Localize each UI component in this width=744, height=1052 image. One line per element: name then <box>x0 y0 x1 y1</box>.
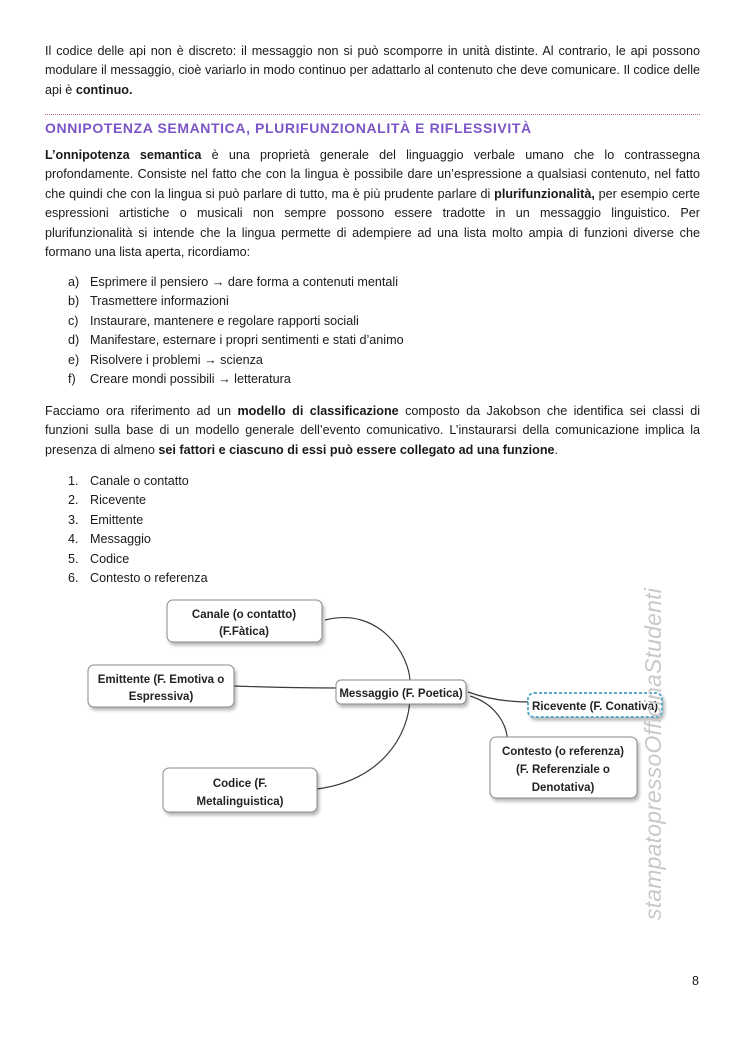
list-item: f) Creare mondi possibili → letteratura <box>68 371 291 386</box>
svg-text:Emittente (F. Emotiva o: Emittente (F. Emotiva o <box>97 674 225 686</box>
list-item: a) Esprimere il pensiero → dare forma a contenuti mentali <box>68 275 398 289</box>
list-item: c) Instaurare, mantenere e regolare rapporti sociali <box>68 313 359 328</box>
node-messaggio <box>336 680 466 704</box>
svg-text:(F. Referenziale o: (F. Referenziale o <box>516 764 610 776</box>
page-number: 8 <box>692 974 699 988</box>
svg-text:Canale (o contatto): Canale (o contatto) <box>191 609 297 621</box>
connector-ricevente <box>468 692 530 702</box>
node-contesto <box>490 737 637 798</box>
list-item: 1. Canale o contatto <box>68 474 189 488</box>
section-divider <box>45 114 700 115</box>
list-item: 6. Contesto o referenza <box>68 570 208 585</box>
svg-text:Ricevente (F. Conativa): Ricevente (F. Conativa) <box>532 701 658 713</box>
svg-text:(F.Fàtica): (F.Fàtica) <box>219 626 269 638</box>
svg-text:Codice (F.: Codice (F. <box>212 778 268 790</box>
list-item: d) Manifestare, esternare i propri sentimenti e stati d’animo <box>68 333 404 348</box>
list-item: 2. Ricevente <box>68 493 147 508</box>
semantic-paragraph: L’onnipotenza semantica è una proprietà generale del linguaggio verbale umano che lo contrassegna profondamente. Consiste nel fatto che con la lingua è possibile dare un’espressione a qualsiasi contenuto, nel fatto che quindi che con la lingua si può parlare di tutto, ma è più prudente parlare di plurifunzionalità, per esempio certe espressioni artistiche o musicali non sempre possono essere tradotte in un messaggio linguistico. Per plurifunzionalità si intende che la lingua permette di adempiere ad una lista molto ampia di funzioni diverse che formano una lista aperta, ricordiamo: <box>45 148 700 260</box>
svg-text:Espressiva): Espressiva) <box>128 691 194 703</box>
list-item: 3. Emittente <box>68 512 144 527</box>
section-heading: ONNIPOTENZA SEMANTICA, PLURIFUNZIONALITÀ E RIFLESSIVITÀ <box>45 120 532 136</box>
connector-canale <box>325 618 410 682</box>
list-item: e) Risolvere i problemi → scienza <box>68 352 263 367</box>
connector-codice <box>317 696 410 789</box>
node-codice <box>163 768 317 812</box>
list-item: 5. Codice <box>68 551 130 566</box>
svg-text:Contesto (o referenza): Contesto (o referenza) <box>501 746 625 758</box>
node-canale <box>167 600 322 642</box>
functions-list <box>68 273 404 389</box>
list-item: b) Trasmettere informazioni <box>68 294 229 309</box>
intro-paragraph: Il codice delle api non è discreto: il messaggio non si può scomporre in unità distinte. Al contrario, le api possono modulare il messaggio, cioè variarlo in modo continuo per adattarlo al contenuto che deve comunicare. Il codice delle api è continuo. <box>45 44 700 97</box>
svg-text:Messaggio (F. Poetica): Messaggio (F. Poetica) <box>339 688 463 700</box>
svg-text:Metalinguistica): Metalinguistica) <box>196 796 284 808</box>
svg-text:Denotativa): Denotativa) <box>531 782 595 794</box>
node-emittente <box>88 665 234 707</box>
factors-list <box>68 472 208 588</box>
jakobson-paragraph: Facciamo ora riferimento ad un modello di classificazione composto da Jakobson che identifica sei classi di funzioni sulla base di un modello generale dell’evento comunicativo. L’instaurarsi della comunicazione implica la presenza di almeno sei fattori e ciascuno di essi può essere collegato ad una funzione. <box>45 404 700 457</box>
jakobson-mind-map <box>80 596 680 818</box>
watermark-text: stampatopressoOfficinaStudenti <box>640 587 666 920</box>
list-item: 4. Messaggio <box>68 532 151 547</box>
connector-emittente <box>234 686 336 688</box>
